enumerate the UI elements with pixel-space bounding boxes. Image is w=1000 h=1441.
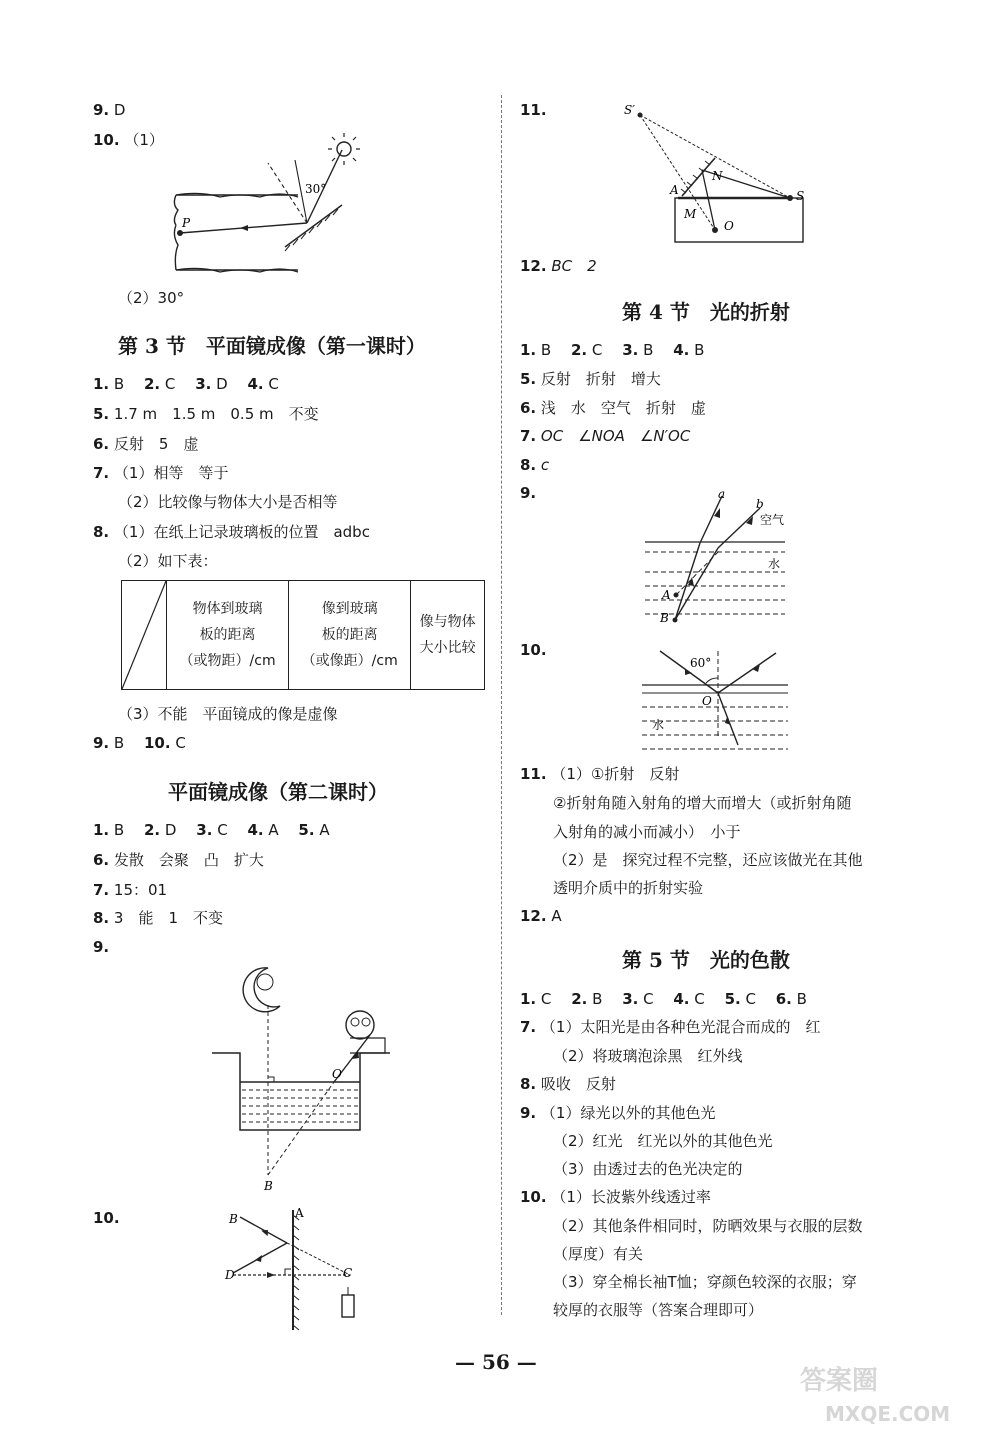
section-5-answer-9-part2: （2）红光 红光以外的其他色光 (553, 1132, 773, 1150)
section-5-answer-9-part3: （3）由透过去的色光决定的 (553, 1160, 743, 1178)
section-5-answer-10-line5: 较厚的衣服等（答案合理即可） (553, 1301, 764, 1319)
answer-10: 10. （1） (93, 131, 164, 149)
section-3-answer-6: 6. 反射 5 虚 (93, 435, 199, 453)
label-s: S (796, 189, 805, 203)
section-5-answer-10-line3: （厚度）有关 (553, 1245, 644, 1263)
section-4-answer-11-line5: 透明介质中的折射实验 (553, 879, 704, 897)
answer-9: 9. D (93, 101, 126, 119)
section-3b-answer-8: 8. 3 能 1 不变 (93, 909, 224, 927)
label-m: M (684, 207, 697, 221)
point-b-label: B (264, 1179, 273, 1193)
moon-pool-figure (210, 960, 400, 1195)
section-3-answer-7-part2: （2）比较像与物体大小是否相等 (118, 493, 338, 511)
label-d: D (225, 1268, 235, 1282)
label-n: N (712, 169, 723, 183)
answer-10-part2: （2）30° (118, 289, 185, 307)
reflection-figure (170, 135, 370, 275)
label-a: A (670, 183, 679, 197)
section-5-answers-1-6: 1. C 2. B 3. C 4. C 5. C 6. B (520, 990, 807, 1008)
section-3-title: 第 3 节 平面镜成像（第一课时） (118, 334, 426, 358)
section-4-answer-11: 11. （1）①折射 反射 (520, 765, 680, 783)
section-4-answer-5: 5. 反射 折射 增大 (520, 370, 661, 388)
section-5-answer-7: 7. （1）太阳光是由各种色光混合而成的 红 (520, 1018, 821, 1036)
label-o: O (724, 219, 734, 233)
section-4-answer-9: 9. (520, 484, 537, 502)
section-3b-answers-1-5: 1. B 2. D 3. C 4. A 5. A (93, 821, 330, 839)
column-divider (501, 95, 502, 1315)
page-number: — 56 — (455, 1350, 537, 1374)
section-3-answer-8-part2: （2）如下表： (118, 552, 218, 570)
section-4-answer-6: 6. 浅 水 空气 折射 虚 (520, 399, 706, 417)
data-table (121, 580, 485, 690)
section-5-answer-10: 10. （1）长波紫外线透过率 (520, 1188, 711, 1206)
section-3b-title: 平面镜成像（第二课时） (168, 780, 388, 804)
section-4-answer-11-line3: 入射角的减小而减小） 小于 (553, 823, 741, 841)
label-air: 空气 (760, 513, 785, 527)
section-5-answer-10-line2: （2）其他条件相同时，防晒效果与衣服的层数 (553, 1217, 863, 1235)
label-a: a (718, 487, 726, 501)
section-3b-answer-10: 10. (93, 1209, 120, 1227)
mirror-candle-figure (225, 1205, 365, 1335)
section-3-answer-8-part3: （3）不能 平面镜成的像是虚像 (118, 705, 338, 723)
label-water: 水 (768, 557, 781, 571)
section-3-answer-8: 8. （1）在纸上记录玻璃板的位置 adbc (93, 523, 370, 541)
label-o: O (702, 694, 712, 708)
section-3b-answer-6: 6. 发散 会聚 凸 扩大 (93, 851, 264, 869)
label-b: B (229, 1212, 238, 1226)
section-3-answers-9-10: 9. B 10. C (93, 734, 186, 752)
point-o-label: O (332, 1067, 342, 1081)
table-header-image-distance: 像到玻璃 板的距离 （或像距）/cm (289, 581, 411, 690)
section-3-answer-7: 7. （1）相等 等于 (93, 464, 229, 482)
table-header-object-distance: 物体到玻璃 板的距离 （或物距）/cm (167, 581, 289, 690)
section-3-answers-1-4: 1. B 2. C 3. D 4. C (93, 375, 279, 393)
section-4-answer-12: 12. A (520, 907, 562, 925)
watermark-logo: 答案圈 (800, 1366, 879, 1396)
label-water: 水 (652, 718, 665, 732)
label-B: B (660, 611, 669, 625)
section-4-answers-1-4: 1. B 2. C 3. B 4. B (520, 341, 705, 359)
right-answer-12: 12. BC 2 (520, 257, 597, 275)
section-5-answer-8: 8. 吸收 反射 (520, 1075, 616, 1093)
angle-label: 60° (690, 656, 712, 670)
section-3b-answer-9: 9. (93, 938, 110, 956)
section-4-answer-11-line4: （2）是 探究过程不完整，还应该做光在其他 (553, 851, 863, 869)
label-a: A (295, 1206, 304, 1220)
watermark-url: MXQE.COM (825, 1402, 951, 1426)
point-p-label: P (182, 216, 191, 230)
section-3-answer-5: 5. 1.7 m 1.5 m 0.5 m 不变 (93, 405, 319, 423)
section-5-answer-7-part2: （2）将玻璃泡涂黑 红外线 (553, 1047, 743, 1065)
table-corner-cell (122, 581, 167, 690)
table-header-size-comparison: 像与物体 大小比较 (411, 581, 485, 690)
section-4-answer-11-line2: ②折射角随入射角的增大而增大（或折射角随 (553, 794, 852, 812)
section-5-title: 第 5 节 光的色散 (622, 948, 790, 972)
mirror-image-figure (620, 100, 810, 250)
label-c: C (343, 1266, 353, 1280)
refraction-figure-9 (640, 488, 790, 628)
label-A: A (662, 588, 671, 602)
angle-label: 30° (305, 182, 327, 196)
section-4-answer-10: 10. (520, 641, 547, 659)
section-4-title: 第 4 节 光的折射 (622, 300, 790, 324)
right-answer-11: 11. (520, 101, 547, 119)
label-b: b (756, 497, 764, 511)
label-s-prime: S′ (624, 103, 635, 117)
section-5-answer-10-line4: （3）穿全棉长袖T恤；穿颜色较深的衣服；穿 (553, 1273, 857, 1291)
section-4-answer-7: 7. OC ∠NOA ∠N′OC (520, 427, 691, 445)
section-5-answer-9: 9. （1）绿光以外的其他色光 (520, 1104, 716, 1122)
refraction-figure-10 (640, 643, 790, 753)
section-3b-answer-7: 7. 15：01 (93, 881, 168, 899)
section-4-answer-8: 8. c (520, 456, 550, 474)
